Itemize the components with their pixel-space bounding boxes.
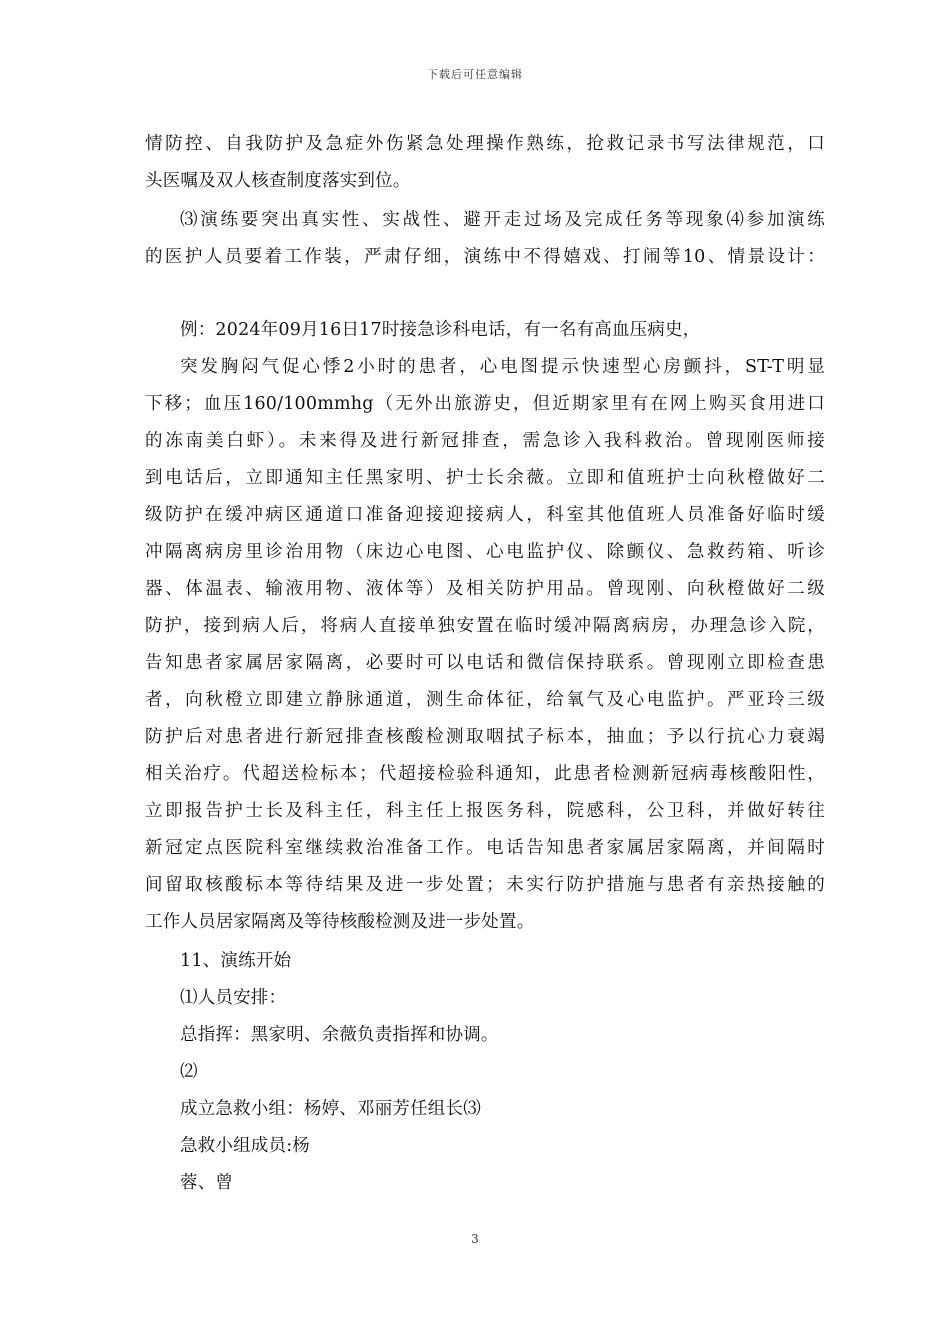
text-line: 者，向秋橙立即建立静脉通道，测生命体征，给氧气及心电监护。严亚玲三级 — [145, 690, 825, 710]
text-line: 告知患者家属居家隔离，必要时可以电话和微信保持联系。曾现刚立即检查患 — [145, 653, 825, 673]
text-line: 新冠定点医院科室继续救治准备工作。电话告知患者家属居家隔离，并间隔时 — [145, 838, 825, 858]
text-line: 间留取核酸标本等待结果及进一步处置；未实行防护措施与患者有亲热接触的 — [145, 875, 825, 895]
text-line: 急救小组成员:杨 — [180, 1136, 310, 1156]
text-line: 到电话后，立即通知主任黑家明、护士长余薇。立即和值班护士向秋橙做好二 — [145, 468, 825, 488]
text-line: 立即报告护士长及科主任，科主任上报医务科，院感科，公卫科，并做好转往 — [145, 801, 825, 821]
text-line: 器、体温表、输液用物、液体等）及相关防护用品。曾现刚、向秋橙做好二级 — [145, 579, 825, 599]
text-line: 冲隔离病房里诊治用物（床边心电图、心电监护仪、除颤仪、急救药箱、听诊 — [145, 542, 825, 562]
text-line: ⑶演练要突出真实性、实战性、避开走过场及完成任务等现象⑷参加演练 — [180, 210, 825, 230]
text-line: 总指挥：黑家明、余薇负责指挥和协调。 — [180, 1025, 499, 1045]
text-line: ⑵ — [180, 1062, 198, 1082]
text-line: 的冻南美白虾）。未来得及进行新冠排查，需急诊入我科救治。曾现刚医师接 — [145, 431, 825, 451]
text-line: 突发胸闷气促心悸2小时的患者，心电图提示快速型心房颤抖，ST-T明显 — [180, 357, 825, 377]
text-line: 例：2024年09月16日17时接急诊科电话，有一名有高血压病史， — [180, 320, 701, 340]
text-line: 工作人员居家隔离及等待核酸检测及进一步处置。 — [145, 912, 535, 932]
text-line: 相关治疗。代超送检标本；代超接检验科通知，此患者检测新冠病毒核酸阳性， — [145, 764, 825, 784]
text-line: 级防护在缓冲病区通道口准备迎接迎接病人，科室其他值班人员准备好临时缓 — [145, 505, 825, 525]
page-header: 下载后可任意编辑 — [427, 68, 523, 81]
section-heading: 11、演练开始 — [180, 951, 292, 971]
text-line: 头医嘱及双人核查制度落实到位。 — [145, 171, 411, 191]
text-line: 防护后对患者进行新冠排查核酸检测取咽拭子标本，抽血；予以行抗心力衰竭 — [145, 727, 825, 747]
text-line: 情防控、自我防护及急症外伤紧急处理操作熟练，抢救记录书写法律规范，口 — [145, 134, 825, 154]
text-line: 成立急救小组：杨婷、邓丽芳任组长⑶ — [180, 1099, 481, 1119]
text-line: 的医护人员要着工作装，严肃仔细，演练中不得嬉戏、打闹等10、情景设计： — [145, 247, 825, 267]
text-line: ⑴人员安排： — [180, 988, 287, 1008]
text-line: 防护，接到病人后，将病人直接单独安置在临时缓冲隔离病房，办理急诊入院， — [145, 616, 825, 636]
text-line: 蓉、曾 — [180, 1173, 234, 1193]
text-line: 下移；血压160/100mmhg（无外出旅游史，但近期家里有在网上购买食用进口 — [145, 394, 825, 414]
page-number: 3 — [471, 1232, 479, 1246]
